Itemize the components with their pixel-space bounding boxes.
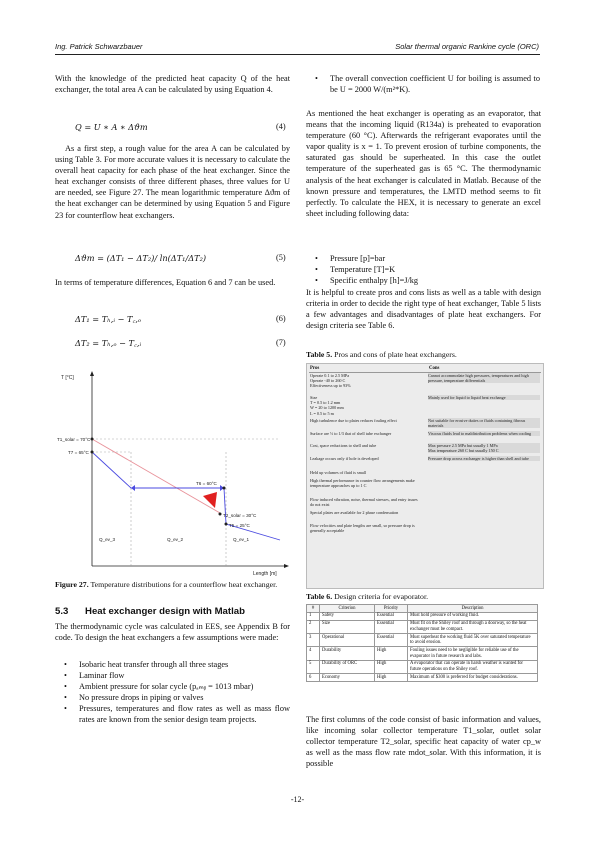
table-cell-pro: Flow induced vibration, noise, thermal stresses, and entry issues do not exist [310,497,418,508]
table-cell: Essential [375,633,408,646]
table-row [307,674,538,682]
equation-4: Q = U ∗ A ∗ Δϑm [75,122,148,132]
paragraph-code-columns: The first columns of the code consist of basic information and values, like incoming solar collector temperature T1_solar, outlet solar collector temperature T2_solar, specific heat capacity of water cp_w as well as the mass flow rate mdot_solar. With this information, it is possible [306,715,541,769]
table-6-caption-text: Design criteria for evaporator. [334,592,429,601]
data-list [306,253,540,286]
list-item: • Laminar flow [79,670,290,681]
table-header-number: # [307,605,320,613]
table-6-design-criteria [306,604,538,682]
table-cell: Size [320,620,375,633]
table-cell-pro: Size T = 0.5 to 1.2 mm W = 20 to 1200 mm L = 0.5 to 5 m [310,395,344,416]
paragraph-temp-diff: In terms of temperature differences, Equation 6 and 7 can be used. [55,278,276,287]
table-cell: Must fit on the Shiley roof and through a doorway, so the heat exchanger must be compact. [408,620,538,633]
table-cell-pro: Operate 0.1 to 2.5 MPa Operate -40 to 260 C Effectiveness up to 93% [310,373,351,389]
table-cell-con: Mainly used for liquid to liquid heat exchange [428,395,540,400]
convection-bullet [306,73,540,95]
table-cell: Operational [320,633,375,646]
list-item: • Specific enthalpy [h]=J/kg [330,275,540,286]
paragraph-assumptions-intro: The thermodynamic cycle was calculated in EES, see Appendix B for code. To design the heat exchangers a few assumptions were made: [55,622,290,643]
table-header-pros: Pros [310,366,320,371]
table-cell: Essential [375,612,408,620]
table-cell: Fouling issues need to be negligible for reliable use of the evaporator in future research and labs. [408,647,538,660]
table-cell: Durability [320,647,375,660]
table-6-caption [306,592,428,603]
label-q-ev-2: Q_ev_2 [167,537,184,542]
header-rule [55,54,540,55]
solar-water-line [92,439,220,513]
header-author: Ing. Patrick Schwarzbauer [55,42,143,51]
figure-27-caption-text: Temperature distributions for a counterflow heat exchanger. [90,580,278,589]
table-cell-pro: High turbulence due to plates reduces fouling effect [310,418,397,423]
equation-5-number: (5) [276,253,286,262]
paragraph-first-step: As a first step, a rough value for the area A can be calculated by using Table 3. For more accurate values it is necessary to calculate the overall heat capacity for each phase of the heat exchanger. Since the heat exchanger consists of three different phases, three values for U are needed, see Figure 27. The mean logarithmic temperature Δϑm of the heat exchanger can be determined by using Equation 5 and Figure 23 for counterflow heat exchangers. [55,144,290,220]
paragraph-pros-cons: It is helpful to create pros and cons lists as well as a table with design criteria in order to decide the right type of heat exchanger, Table 5 lists a few advantages and disadvantages of plate heat exchangers. For design criteria see Table 6. [306,288,541,331]
table-cell-pro: Held up volumes of fluid is small [310,470,367,475]
table-row [307,647,538,660]
label-t6: T6 = 60°C [196,481,217,486]
x-axis-label: Length [m] [253,571,277,577]
table-cell-pro: Special plates are available for 2 phase condensation [310,510,399,515]
table-row [307,612,538,620]
refrigerant-line [92,452,280,540]
figure-27-caption-label: Figure 27. [55,580,89,589]
table-cell: Maximum of $300 is preferred for budget considerations. [408,674,538,682]
table-cell: 4 [307,647,320,660]
paragraph-area-intro: With the knowledge of the predicted heat capacity Q of the heat exchanger, the total area A can be calculated by using Equation 4. [55,74,290,95]
label-t5: T5 = 25°C [229,523,250,528]
table-cell: High [375,674,408,682]
table-cell-con: Cannot accommodate high pressures, temperatures and high pressure, temperature differentials [428,373,540,383]
table-cell-pro: Cost, space reductions to shell and tube [310,443,377,448]
table-cell-pro: Flow velocities and plate lengths are small, so pressure drop is generally acceptable [310,523,415,534]
table-cell-con: Not suitable for erosive duties or fluids containing fibrous materials [428,418,540,428]
list-item: • Pressure [p]=bar [330,253,540,264]
label-q-ev-3: Q_ev_3 [99,537,116,542]
list-item: • Isobaric heat transfer through all three stages [79,659,290,670]
table-cell-con: Pressure drop across exchanger is higher than shell and tube [428,456,540,461]
table-cell-pro: Leakage occurs only if hole is developed [310,456,379,461]
table-cell-con: Max pressure 2.5 MPa but usually 1 MPa Max temperature 260 C but usually 150 C [428,443,540,453]
table-5-caption-label: Table 5. [306,350,333,359]
table-header-priority: Priority [375,605,408,613]
list-item: • Temperature [T]=K [330,264,540,275]
section-number: 5.3 [55,606,69,617]
equation-7: ΔT₂ = Tₕ,ₒ − T꜀,ᵢ [75,338,142,348]
page-number: -12- [290,795,305,804]
table-row [307,660,538,673]
table-header-criterion: Criterion [320,605,375,613]
table-header-description: Description [408,605,538,613]
table-cell: 2 [307,620,320,633]
list-item: • Pressures, temperatures and flow rates as well as mass flow rates are known from the senior design team projects. [79,703,290,725]
label-q-ev-1: Q_ev_1 [233,537,250,542]
table-header-cons: Cons [429,366,440,371]
table-cell: Essential [375,620,408,633]
table-6-caption-label: Table 6. [306,592,333,601]
figure-temperature-distribution [55,368,295,578]
table-cell: 1 [307,612,320,620]
table-cell: 6 [307,674,320,682]
paragraph-evaporator: As mentioned the heat exchanger is operating as an evaporator, that means that the incoming liquid (R134a) is preheated to evaporation temperature (60 °C). Afterwards the refrigerant evaporates until the vapor quality is x = 1. To prevent erosion of turbine components, the saturated gas should be superheated. In this case the outlet temperature of the superheated gas is 65 °C. The thermodynamic analysis of the heat exchanger is calculated in Matlab. Because of the known pressure and temperatures, the LMTD method seems to fit perfectly. To calculate the HEX, it is necessary to generate an excel sheet including following data: [306,109,541,218]
flow-arrow-marker [203,492,217,508]
list-item: • Ambient pressure for solar cycle (pₐₘᵦ = 1013 mbar) [79,681,290,692]
section-heading [55,606,245,617]
table-cell: Safety [320,612,375,620]
section-title: Heat exchanger design with Matlab [85,606,245,617]
table-cell: Economy [320,674,375,682]
figure-27-caption [55,580,290,591]
table-row [307,620,538,633]
y-axis-label: T [°C] [61,375,74,381]
table-row [307,633,538,646]
equation-7-number: (7) [276,338,286,347]
label-t7: T7 = 65°C [68,450,89,455]
header-title: Solar thermal organic Rankine cycle (ORC) [395,42,539,51]
table-cell: 5 [307,660,320,673]
list-item: • The overall convection coefficient U for boiling is assumed to be U = 2000 W/(m²*K). [330,73,540,95]
table-cell-con: Viscous fluids lead to maldistribution problems when cooling [428,431,540,436]
table-cell: Durability of ORC [320,660,375,673]
table-cell: Must hold pressure of working fluid. [408,612,538,620]
table-5-caption-text: Pros and cons of plate heat exchangers. [334,350,457,359]
table-cell: High [375,660,408,673]
label-t2-solar: T2_solar = 30°C [223,513,257,518]
equation-5: Δϑm = (ΔT₁ − ΔT₂)/ ln(ΔT₁/ΔT₂) [75,253,207,263]
table-5-caption [306,350,457,361]
table-cell: Must superheat the working fluid 5K over saturated temperature to avoid erosion. [408,633,538,646]
assumptions-list [55,659,290,726]
table-cell-pro: Surface are ⅓ to 1/3 that of shell tube exchanger [310,431,392,436]
label-t1-solar: T1_solar = 70°C [57,437,91,442]
table-cell: High [375,647,408,660]
table-cell: 3 [307,633,320,646]
table-cell-pro: High thermal performance in counter flow arrangements make temperature approaches up to 1 C [310,478,415,489]
equation-6-number: (6) [276,314,286,323]
table-5-pros-cons [306,363,544,589]
list-item: • No pressure drops in piping or valves [79,692,290,703]
equation-6: ΔT₁ = Tₕ,ᵢ − T꜀,ₒ [75,314,142,324]
table-cell: A evaporator that can operate in harsh weather is wanted for future operations on the Shiley roof. [408,660,538,673]
equation-4-number: (4) [276,122,286,131]
